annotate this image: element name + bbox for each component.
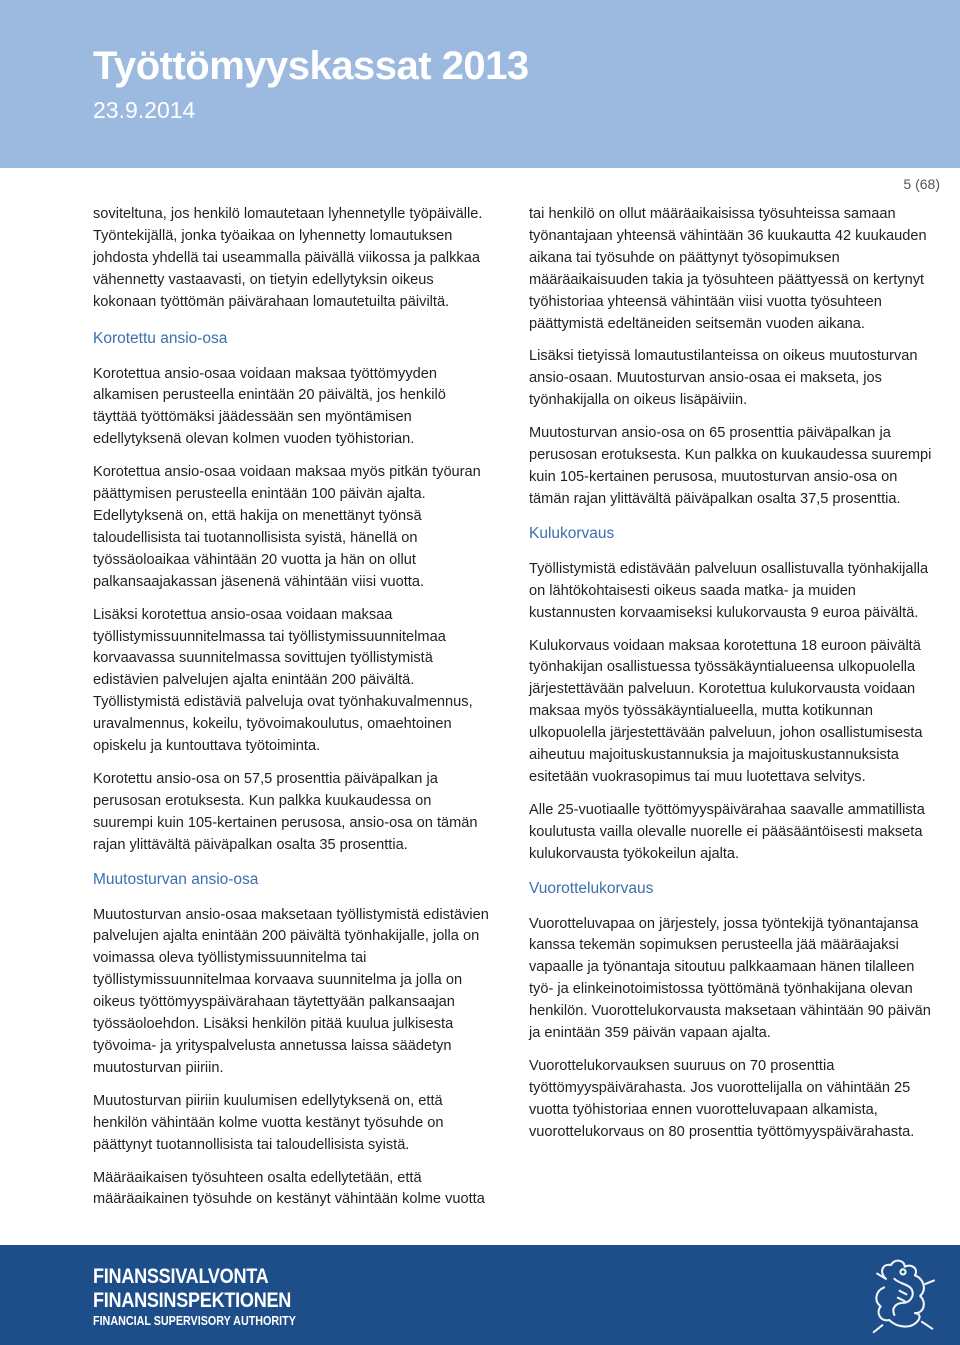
header-band xyxy=(0,0,960,168)
paragraph: Kulukorvaus voidaan maksaa korotettuna 18 euroon päivältä työnhakijan osallistuessa työssäkäyntialueensa ulkopuolella järjestettävään palveluun. Korotettua kulukorvausta voidaan maksaa myös työssäkäyntialueella, mutta kotikunnan ulkopuolella järjestettävään palveluun, johon osallistumisesta aiheutuu majoituskustannuksia ja majoituskustannuksista esitetään vuokrasopimus tai muu luotettava selvitys. xyxy=(529,637,923,785)
paragraph: Lisäksi tietyissä lomautustilanteissa on oikeus muutosturvan ansio-osaan. Muutosturvan ansio-osaa ei makseta, jos työnhakijalla on oikeus lisäpäiviin. xyxy=(529,348,918,409)
section-heading: Kulukorvaus xyxy=(529,524,615,542)
right-column xyxy=(529,204,939,1155)
footer-band xyxy=(0,1245,960,1345)
paragraph: Muutosturvan ansio-osaa maksetaan työllistymistä edistävien palvelujen ajalta enintään 200 päivältä työnhakijalle, jolla on voimassa oleva työllistymissuunnitelma tai työllistymissuunnitelmaa korvaava suunnitelma ja jolla on oikeus työttömyyspäivärahaan täytettyään palkansaajan työssäoloehdon. Lisäksi henkilön pitää kuulua julkisesta työvoima- ja yrityspalvelusta annetussa laissa säädetyn muutosturvan piiriin. xyxy=(93,906,489,1076)
paragraph: Muutosturvan ansio-osa on 65 prosenttia päiväpalkan ja perusosan erotuksesta. Kun palkka on kuukaudessa suurempi kuin 105-kertainen perusosa, muutosturvan ansio-osa on tämän rajan ylittävältä päiväpalkan osalta 37,5 prosenttia. xyxy=(529,425,932,507)
brand-name-english: FINANCIAL SUPERVISORY AUTHORITY xyxy=(93,1314,296,1328)
paragraph: Korotettu ansio-osa on 57,5 prosenttia päiväpalkan ja perusosan erotuksesta. Kun palkka kuukaudessa on suurempi kuin 105-kertainen perusosa, ansio-osa on tämän rajan ylittävältä päiväpalkan osalta 35 prosenttia. xyxy=(93,770,478,853)
paragraph: Korotettua ansio-osaa voidaan maksaa myös pitkän työuran päättymisen perusteella enintään 100 päivän ajalta. Edellytyksenä on, että hakija on menettänyt työnsä taloudellisista tai tuotannollisista syistä, hänellä on työssäoloaikaa vähintään 20 vuotta ja hän on ollut palkansaajakassan jäsenenä vähintään viisi vuotta. xyxy=(93,464,481,590)
section-heading: Korotettu ansio-osa xyxy=(93,329,228,347)
paragraph: tai henkilö on ollut määräaikaisissa työsuhteissa samaan työnantajaan yhteensä vähintään 36 kuukautta 42 kuukauden aikana tai työsuhde on päättynyt työsopimuksen määräaikaisuuden takia ja työsuhteen päättyessä on kertynyt työhistoriaa yhteensä vähintään viisi vuotta työsuhteen päättymistä edeltäneiden seitsemän vuoden aikana. xyxy=(529,206,927,332)
document-title: Työttömyyskassat 2013 xyxy=(93,44,529,88)
lion-crest-icon xyxy=(860,1253,946,1339)
page-number: 5 (68) xyxy=(903,176,940,192)
brand-name-finnish: FINANSSIVALVONTA xyxy=(93,1265,269,1288)
brand-logo-text xyxy=(93,1265,329,1329)
paragraph: Vuorottelukorvauksen suuruus on 70 prosenttia työttömyyspäivärahasta. Jos vuorottelijalla on vähintään 25 vuotta työhistoriaa ennen vuorotteluvapaan alkamista, vuorottelukorvaus on 80 prosenttia työttömyyspäivärahasta. xyxy=(529,1058,915,1140)
paragraph: Vuorotteluvapaa on järjestely, jossa työntekijä työnantajansa kanssa tekemän sopimuksen perusteella jää määräajaksi vapaalle ja työnantaja sitoutuu palkkaamaan hänen tilalleen työ- ja elinkeinotoimistossa työttömänä työnhakijana olevan henkilön. Vuorottelukorvausta maksetaan vähintään 90 päivän ja enintään 359 päivän vapaan ajalta. xyxy=(529,915,931,1042)
brand-name-swedish: FINANSINSPEKTIONEN xyxy=(93,1289,292,1312)
section-heading: Muutosturvan ansio-osa xyxy=(93,870,259,888)
paragraph: Työllistymistä edistävään palveluun osallistuvalla työnhakijalla on lähtökohtaisesti oikeus saada matka- ja muiden kustannusten korvaamiseksi kulukorvausta 9 euroa päivältä. xyxy=(529,560,929,621)
paragraph: Muutosturvan piiriin kuulumisen edellytyksenä on, että henkilön vähintään kolme vuotta kestänyt työsuhde on päättynyt tuotannollisista tai taloudellisista syistä. xyxy=(93,1092,444,1153)
paragraph: Korotettua ansio-osaa voidaan maksaa työttömyyden alkamisen perusteella enintään 20 päivältä, jos henkilö täyttää työttömäksi jäädessään sen myöntämisen edellytyksenä olevan kolmen vuoden työhistorian. xyxy=(93,365,446,448)
section-heading: Vuorottelukorvaus xyxy=(529,879,654,897)
document-date: 23.9.2014 xyxy=(93,97,196,123)
paragraph: Alle 25-vuotiaalle työttömyyspäivärahaa saavalle ammatillista koulutusta vailla olevalle nuorelle ei pääsääntöisesti makseta kulukorvausta työkokeilun ajalta. xyxy=(529,801,925,862)
paragraph: Määräaikaisen työsuhteen osalta edellytetään, että määräaikainen työsuhde on kestänyt vähintään kolme vuotta xyxy=(93,1169,485,1208)
paragraph: soviteltuna, jos henkilö lomautetaan lyhennetylle työpäivälle. Työntekijällä, jonka työaikaa on lyhennetty lomautuksen johdosta yhdellä tai useammalla päivällä viikossa ja palkkaa vähennetty vastaavasti, on tietyin edellytyksin oikeus kokonaan työttömän päivärahaan lomautetuilta päiviltä. xyxy=(93,206,483,310)
paragraph: Lisäksi korotettua ansio-osaa voidaan maksaa työllistymissuunnitelmassa tai työllistymissuunnitelmaa korvaavassa suunnitelmassa sovittujen työllistymistä edistävien palvelujen ajalta enintään 200 päivältä. Työllistymistä edistäviä palveluja ovat työnhakuvalmennus, uravalmennus, kokeilu, työvoimakoulutus, omaehtoinen opiskelu ja kuntouttava työtoiminta. xyxy=(93,606,473,755)
left-column xyxy=(93,204,493,1222)
